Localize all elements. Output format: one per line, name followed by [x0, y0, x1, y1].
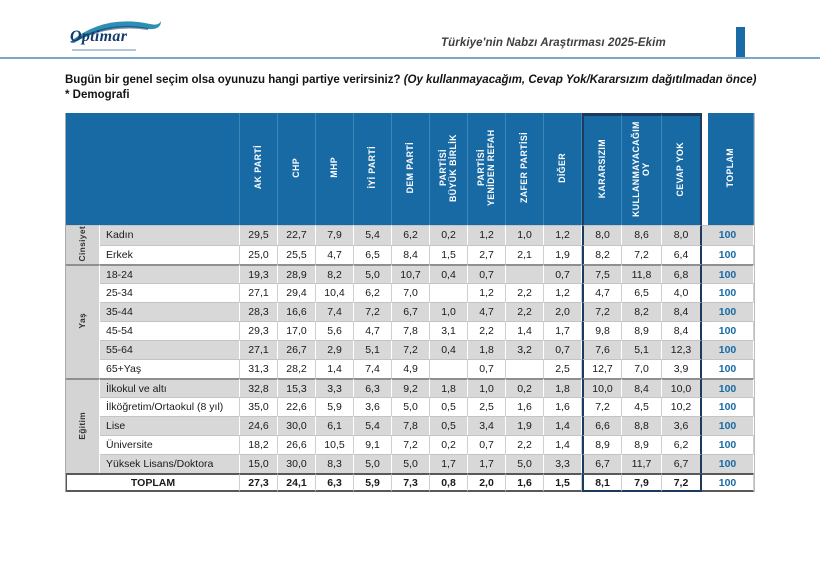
total-value-cell: 7,3 — [392, 473, 430, 492]
data-cell: 1,7 — [430, 454, 468, 473]
total-cell: 100 — [702, 397, 754, 416]
data-cell: 1,8 — [430, 378, 468, 397]
data-cell: 4,7 — [468, 302, 506, 321]
data-cell: 25,5 — [278, 245, 316, 265]
group-label-text: Cinsiyet — [76, 226, 87, 262]
data-cell: 0,5 — [430, 397, 468, 416]
data-cell: 7,2 — [354, 302, 392, 321]
data-cell: 7,6 — [582, 340, 622, 359]
data-cell: 8,4 — [622, 378, 662, 397]
table-row — [66, 359, 754, 378]
data-cell: 1,2 — [468, 225, 506, 245]
column-header-label: OY KULLANMAYACAĞIM — [630, 121, 651, 217]
data-cell: 18,2 — [240, 435, 278, 454]
data-cell: 3,1 — [430, 321, 468, 340]
total-cell: 100 — [702, 435, 754, 454]
data-cell: 6,5 — [354, 245, 392, 265]
data-cell: 29,3 — [240, 321, 278, 340]
column-header-label: CEVAP YOK — [675, 141, 686, 197]
data-cell: 1,0 — [506, 225, 544, 245]
row-label: 45-54 — [100, 321, 240, 340]
total-value-cell: 7,2 — [662, 473, 702, 492]
column-header-label: KARARSIZIM — [596, 139, 607, 199]
logo-subline — [72, 49, 136, 51]
total-value-cell: 6,3 — [316, 473, 354, 492]
data-cell: 11,7 — [622, 454, 662, 473]
column-header-8 — [506, 113, 544, 225]
data-cell: 7,0 — [392, 283, 430, 302]
logo-wordmark: Optimar — [70, 28, 128, 45]
total-cell: 100 — [702, 283, 754, 302]
data-cell: 6,2 — [392, 225, 430, 245]
row-label: İlkokul ve altı — [100, 378, 240, 397]
column-header-10 — [582, 113, 622, 225]
data-cell: 0,2 — [506, 378, 544, 397]
data-cell: 2,9 — [316, 340, 354, 359]
data-cell: 19,3 — [240, 264, 278, 283]
data-cell: 1,4 — [544, 435, 582, 454]
data-cell: 6,7 — [582, 454, 622, 473]
data-cell: 3,4 — [468, 416, 506, 435]
data-cell: 10,2 — [662, 397, 702, 416]
data-cell: 6,7 — [662, 454, 702, 473]
data-cell: 1,8 — [468, 340, 506, 359]
data-cell: 4,7 — [316, 245, 354, 265]
data-cell: 12,7 — [582, 359, 622, 378]
table-row — [66, 454, 754, 473]
data-cell: 22,6 — [278, 397, 316, 416]
data-cell: 24,6 — [240, 416, 278, 435]
total-value-cell: 8,1 — [582, 473, 622, 492]
data-cell: 7,4 — [354, 359, 392, 378]
group-label-yaş — [66, 264, 100, 378]
data-cell: 0,7 — [468, 359, 506, 378]
table-row — [66, 245, 754, 265]
table-row — [66, 321, 754, 340]
data-cell: 2,5 — [544, 359, 582, 378]
data-cell: 1,9 — [506, 416, 544, 435]
row-label: 35-44 — [100, 302, 240, 321]
data-cell: 27,1 — [240, 283, 278, 302]
data-cell: 2,2 — [468, 321, 506, 340]
data-cell: 4,0 — [662, 283, 702, 302]
data-cell: 22,7 — [278, 225, 316, 245]
data-cell: 32,8 — [240, 378, 278, 397]
data-cell: 30,0 — [278, 416, 316, 435]
table-row — [66, 340, 754, 359]
data-cell: 26,7 — [278, 340, 316, 359]
data-cell: 6,8 — [662, 264, 702, 283]
data-cell: 1,2 — [468, 283, 506, 302]
data-cell: 6,3 — [354, 378, 392, 397]
survey-results-table — [65, 113, 755, 492]
data-cell: 2,2 — [506, 435, 544, 454]
data-cell: 5,9 — [316, 397, 354, 416]
header-divider-line — [0, 57, 820, 59]
data-cell: 1,6 — [506, 397, 544, 416]
group-label-text: Eğitim — [76, 411, 87, 440]
data-cell — [430, 359, 468, 378]
corner-accent-bar — [736, 27, 745, 57]
data-cell: 1,4 — [316, 359, 354, 378]
data-cell: 8,4 — [392, 245, 430, 265]
data-cell: 27,1 — [240, 340, 278, 359]
data-cell: 8,4 — [662, 302, 702, 321]
data-cell: 8,0 — [662, 225, 702, 245]
data-cell: 0,7 — [544, 264, 582, 283]
column-header-label: YENİDEN REFAH PARTİSİ — [475, 129, 496, 206]
total-grand-cell: 100 — [702, 473, 754, 492]
data-cell — [506, 264, 544, 283]
column-header-13 — [702, 113, 754, 225]
data-cell: 6,1 — [316, 416, 354, 435]
table-row — [66, 302, 754, 321]
data-cell: 3,9 — [662, 359, 702, 378]
row-label: Erkek — [100, 245, 240, 265]
data-cell: 26,6 — [278, 435, 316, 454]
data-cell: 10,7 — [392, 264, 430, 283]
data-cell: 0,4 — [430, 264, 468, 283]
data-cell: 2,2 — [506, 283, 544, 302]
total-value-cell: 7,9 — [622, 473, 662, 492]
data-cell: 3,6 — [354, 397, 392, 416]
data-cell: 7,5 — [582, 264, 622, 283]
table-row — [66, 225, 754, 245]
table-corner-cell — [66, 113, 240, 225]
data-cell: 1,5 — [430, 245, 468, 265]
total-cell: 100 — [702, 264, 754, 283]
data-cell: 5,4 — [354, 416, 392, 435]
data-cell: 1,0 — [468, 378, 506, 397]
data-cell: 6,5 — [622, 283, 662, 302]
total-row — [66, 473, 754, 492]
column-header-12 — [662, 113, 702, 225]
data-cell: 0,4 — [430, 340, 468, 359]
data-cell: 8,9 — [622, 321, 662, 340]
data-cell: 10,5 — [316, 435, 354, 454]
data-cell: 5,0 — [506, 454, 544, 473]
data-cell: 2,2 — [506, 302, 544, 321]
total-value-cell: 27,3 — [240, 473, 278, 492]
column-header-9 — [544, 113, 582, 225]
data-cell: 15,3 — [278, 378, 316, 397]
column-header-11 — [622, 113, 662, 225]
data-cell: 28,3 — [240, 302, 278, 321]
data-cell: 4,5 — [622, 397, 662, 416]
data-cell: 2,7 — [468, 245, 506, 265]
group-label-text: Yaş — [76, 313, 87, 329]
data-cell: 5,6 — [316, 321, 354, 340]
row-label: 25-34 — [100, 283, 240, 302]
data-cell: 15,0 — [240, 454, 278, 473]
data-cell: 10,4 — [316, 283, 354, 302]
data-cell: 0,5 — [430, 416, 468, 435]
column-header-label: DEM PARTİ — [404, 141, 415, 194]
data-cell: 8,2 — [582, 245, 622, 265]
data-cell: 10,0 — [582, 378, 622, 397]
column-header-1 — [240, 113, 278, 225]
data-cell: 5,0 — [354, 264, 392, 283]
data-cell: 1,6 — [544, 397, 582, 416]
data-cell: 31,3 — [240, 359, 278, 378]
data-cell: 9,1 — [354, 435, 392, 454]
column-header-5 — [392, 113, 430, 225]
data-cell: 1,7 — [468, 454, 506, 473]
column-header-label: ZAFER PARTİSİ — [518, 131, 529, 203]
table-row — [66, 378, 754, 397]
question-sub: * Demografi — [65, 89, 130, 101]
total-cell: 100 — [702, 245, 754, 265]
data-cell: 8,9 — [622, 435, 662, 454]
data-cell: 5,0 — [392, 397, 430, 416]
data-cell: 3,2 — [506, 340, 544, 359]
data-cell: 5,4 — [354, 225, 392, 245]
data-cell: 3,6 — [662, 416, 702, 435]
group-label-eğitim — [66, 378, 100, 473]
total-value-cell: 24,1 — [278, 473, 316, 492]
data-cell: 7,8 — [392, 416, 430, 435]
data-cell: 2,5 — [468, 397, 506, 416]
column-header-label: İYİ PARTİ — [366, 146, 377, 189]
column-header-3 — [316, 113, 354, 225]
data-cell: 5,0 — [392, 454, 430, 473]
data-cell: 16,6 — [278, 302, 316, 321]
data-cell: 7,8 — [392, 321, 430, 340]
data-cell: 28,9 — [278, 264, 316, 283]
table-row — [66, 283, 754, 302]
data-cell: 2,0 — [544, 302, 582, 321]
question-main: Bugün bir genel seçim olsa oyunuzu hangi partiye verirsiniz? — [65, 74, 401, 86]
row-label: Kadın — [100, 225, 240, 245]
data-cell: 8,3 — [316, 454, 354, 473]
data-cell: 6,7 — [392, 302, 430, 321]
column-header-label: MHP — [328, 157, 339, 178]
column-header-label: TOPLAM — [724, 147, 735, 188]
data-cell: 1,8 — [544, 378, 582, 397]
data-cell: 8,2 — [622, 302, 662, 321]
total-cell: 100 — [702, 225, 754, 245]
data-cell: 4,9 — [392, 359, 430, 378]
data-cell: 4,7 — [582, 283, 622, 302]
data-cell: 5,0 — [354, 454, 392, 473]
total-value-cell: 0,8 — [430, 473, 468, 492]
table-row — [66, 435, 754, 454]
optimar-logo — [64, 16, 174, 56]
data-cell: 1,9 — [544, 245, 582, 265]
data-cell: 1,4 — [544, 416, 582, 435]
question-note: (Oy kullanmayacağım, Cevap Yok/Kararsızım dağıtılmadan önce) — [403, 74, 757, 86]
total-cell: 100 — [702, 378, 754, 397]
column-header-label: DİĞER — [556, 152, 567, 183]
data-cell — [506, 359, 544, 378]
table-row — [66, 264, 754, 283]
data-cell: 7,4 — [316, 302, 354, 321]
data-cell: 0,7 — [468, 264, 506, 283]
data-cell: 30,0 — [278, 454, 316, 473]
total-cell: 100 — [702, 454, 754, 473]
data-cell: 1,0 — [430, 302, 468, 321]
question-block — [65, 73, 765, 103]
question-line — [65, 73, 765, 88]
data-cell: 3,3 — [544, 454, 582, 473]
data-cell: 6,2 — [662, 435, 702, 454]
data-cell: 12,3 — [662, 340, 702, 359]
row-label: Lise — [100, 416, 240, 435]
row-label: İlköğretim/Ortaokul (8 yıl) — [100, 397, 240, 416]
total-cell: 100 — [702, 340, 754, 359]
data-cell: 0,2 — [430, 225, 468, 245]
row-label: 18-24 — [100, 264, 240, 283]
column-header-6 — [430, 113, 468, 225]
data-cell: 1,4 — [506, 321, 544, 340]
total-row-label: TOPLAM — [66, 473, 240, 492]
data-cell: 7,2 — [392, 340, 430, 359]
total-cell: 100 — [702, 302, 754, 321]
total-cell: 100 — [702, 321, 754, 340]
data-cell: 7,9 — [316, 225, 354, 245]
report-title: Türkiye'nin Nabzı Araştırması 2025-Ekim — [441, 37, 666, 49]
data-cell: 6,4 — [662, 245, 702, 265]
row-label: 65+Yaş — [100, 359, 240, 378]
data-cell: 4,7 — [354, 321, 392, 340]
data-cell: 3,3 — [316, 378, 354, 397]
column-header-2 — [278, 113, 316, 225]
data-cell: 6,6 — [582, 416, 622, 435]
data-cell: 25,0 — [240, 245, 278, 265]
data-cell: 1,2 — [544, 283, 582, 302]
total-cell: 100 — [702, 359, 754, 378]
data-cell: 9,8 — [582, 321, 622, 340]
data-cell: 8,0 — [582, 225, 622, 245]
data-cell: 8,9 — [582, 435, 622, 454]
data-cell: 7,0 — [622, 359, 662, 378]
data-cell: 11,8 — [622, 264, 662, 283]
total-value-cell: 5,9 — [354, 473, 392, 492]
column-header-label: BÜYÜK BİRLİK PARTİSİ — [437, 133, 458, 202]
total-value-cell: 1,6 — [506, 473, 544, 492]
total-value-cell: 1,5 — [544, 473, 582, 492]
data-cell: 8,8 — [622, 416, 662, 435]
column-header-label: AK PARTİ — [252, 145, 263, 190]
row-label: 55-64 — [100, 340, 240, 359]
total-value-cell: 2,0 — [468, 473, 506, 492]
table-row — [66, 416, 754, 435]
data-cell: 7,2 — [392, 435, 430, 454]
data-cell: 0,7 — [468, 435, 506, 454]
data-cell — [430, 283, 468, 302]
column-header-4 — [354, 113, 392, 225]
data-cell: 1,7 — [544, 321, 582, 340]
data-cell: 35,0 — [240, 397, 278, 416]
data-cell: 1,2 — [544, 225, 582, 245]
data-cell: 17,0 — [278, 321, 316, 340]
data-cell: 28,2 — [278, 359, 316, 378]
data-cell: 5,1 — [622, 340, 662, 359]
data-cell: 2,1 — [506, 245, 544, 265]
data-cell: 10,0 — [662, 378, 702, 397]
data-cell: 29,4 — [278, 283, 316, 302]
group-label-cinsiyet — [66, 225, 100, 264]
data-cell: 7,2 — [582, 302, 622, 321]
data-cell: 8,2 — [316, 264, 354, 283]
data-cell: 0,2 — [430, 435, 468, 454]
column-header-7 — [468, 113, 506, 225]
column-header-label: CHP — [290, 157, 301, 178]
data-cell: 6,2 — [354, 283, 392, 302]
data-cell: 8,6 — [622, 225, 662, 245]
data-cell: 7,2 — [582, 397, 622, 416]
data-cell: 5,1 — [354, 340, 392, 359]
total-cell: 100 — [702, 416, 754, 435]
row-label: Yüksek Lisans/Doktora — [100, 454, 240, 473]
data-cell: 8,4 — [662, 321, 702, 340]
data-cell: 7,2 — [622, 245, 662, 265]
table-row — [66, 397, 754, 416]
data-cell: 9,2 — [392, 378, 430, 397]
data-cell: 0,7 — [544, 340, 582, 359]
row-label: Üniversite — [100, 435, 240, 454]
data-cell: 29,5 — [240, 225, 278, 245]
